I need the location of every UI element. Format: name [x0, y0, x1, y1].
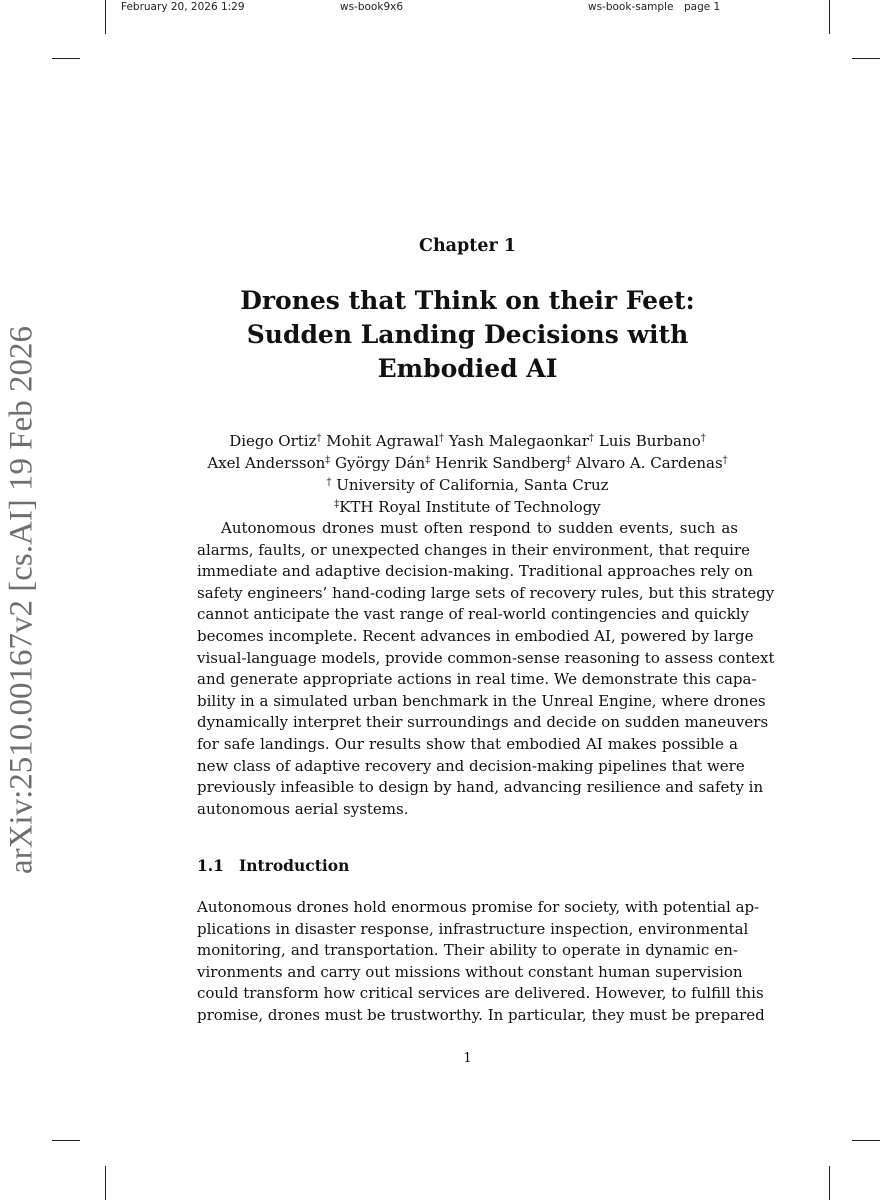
abstract-line: previously infeasible to design by hand, advancing resilience and safety in — [197, 778, 764, 797]
page-number: 1 — [463, 1051, 472, 1066]
intro-paragraph — [197, 897, 765, 1026]
crop-mark — [829, 1166, 830, 1200]
title-line: Embodied AI — [377, 354, 558, 383]
abstract-line: autonomous aerial systems. — [197, 799, 409, 818]
abstract-line: cannot anticipate the vast range of real-world contingencies and quickly — [197, 605, 750, 624]
section-heading — [197, 856, 349, 875]
abstract-line: bility in a simulated urban benchmark in the Unreal Engine, where drones — [197, 691, 766, 710]
author-block — [197, 430, 738, 518]
arxiv-stamp: arXiv:2510.00167v2 [cs.AI] 19 Feb 2026 — [3, 325, 40, 875]
intro-line: Autonomous drones hold enormous promise for society, with potential ap- — [197, 898, 760, 916]
affiliation-ucsc: † University of California, Santa Cruz — [326, 476, 609, 494]
header-book-class: ws-book9x6 — [340, 1, 404, 13]
abstract — [197, 518, 775, 820]
crop-mark — [52, 58, 80, 59]
authors-line: Axel Andersson‡ György Dán‡ Henrik Sandberg‡ Alvaro A. Cardenas† — [207, 454, 728, 472]
affiliation-text: University of California, Santa Cruz — [336, 476, 609, 494]
intro-line: promise, drones must be trustworthy. In particular, they must be prepared — [197, 1005, 765, 1024]
intro-line: plications in disaster response, infrastructure inspection, environmental — [197, 919, 749, 938]
abstract-line: immediate and adaptive decision-making. Traditional approaches rely on — [197, 562, 753, 581]
header-datetime: February 20, 2026 1:29 — [121, 1, 245, 13]
crop-mark — [105, 1166, 106, 1200]
intro-line: could transform how critical services are delivered. However, to fulfill this — [197, 984, 764, 1002]
abstract-line: alarms, faults, or unexpected changes in their environment, that require — [197, 540, 751, 559]
abstract-line: dynamically interpret their surroundings and decide on sudden maneuvers — [197, 713, 769, 732]
header-sample: ws-book-sample — [588, 1, 674, 13]
abstract-line: and generate appropriate actions in real time. We demonstrate this capa- — [197, 670, 757, 689]
abstract-line: for safe landings. Our results show that embodied AI makes possible a — [197, 734, 738, 753]
affiliation-text: KTH Royal Institute of Technology — [339, 498, 601, 516]
abstract-line: becomes incomplete. Recent advances in embodied AI, powered by large — [197, 626, 754, 645]
crop-mark — [105, 0, 106, 34]
title-line: Sudden Landing Decisions with — [246, 320, 689, 349]
abstract-line: safety engineers’ hand-coding large sets of recovery rules, but this strategy — [197, 583, 775, 602]
section-number: 1.1 — [197, 856, 224, 875]
intro-line: monitoring, and transportation. Their ability to operate in dynamic en- — [197, 941, 738, 959]
intro-line: vironments and carry out missions without constant human supervision — [197, 962, 743, 981]
crop-mark — [852, 1140, 880, 1141]
crop-mark — [52, 1140, 80, 1141]
section-title: Introduction — [239, 856, 350, 875]
abstract-line: visual-language models, provide common-sense reasoning to assess context — [197, 648, 775, 667]
paper-title — [197, 284, 738, 386]
abstract-line: Autonomous drones must often respond to sudden events, such as — [221, 519, 738, 537]
crop-mark — [852, 58, 880, 59]
header-page-label: page 1 — [684, 1, 721, 13]
authors-line: Diego Ortiz† Mohit Agrawal† Yash Malegaonkar† Luis Burbano† — [229, 432, 706, 450]
title-line: Drones that Think on their Feet: — [240, 286, 695, 315]
abstract-line: new class of adaptive recovery and decision-making pipelines that were — [197, 756, 745, 775]
chapter-label: Chapter 1 — [419, 236, 516, 256]
affiliation-kth: ‡KTH Royal Institute of Technology — [334, 498, 601, 516]
crop-mark — [829, 0, 830, 34]
